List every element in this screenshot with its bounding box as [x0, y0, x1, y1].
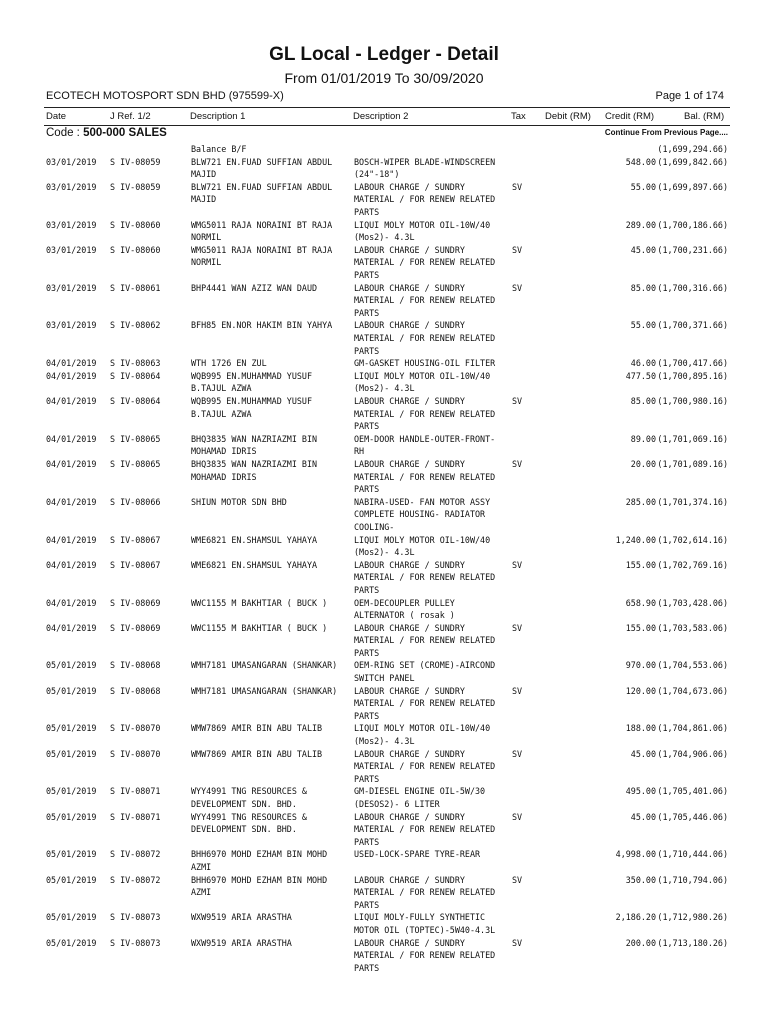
cell-date: 05/01/2019 [46, 748, 97, 759]
cell-description-1: WME6821 EN.SHAMSUL YAHAYA [191, 534, 318, 545]
cell-credit: 658.90 [625, 597, 656, 608]
cell-description-1: BFH85 EN.NOR HAKIM BIN YAHYA [191, 320, 333, 331]
cell-balance: (1,704,906.06) [657, 748, 728, 759]
cell-balance: (1,713,180.26) [657, 937, 728, 948]
cell-date: 04/01/2019 [46, 395, 97, 406]
cell-balance: (1,700,371.66) [657, 320, 728, 331]
cell-description-1: WYY4991 TNG RESOURCES & DEVELOPMENT SDN. BHD. [191, 811, 307, 835]
table-row [0, 848, 768, 873]
col-ref: J Ref. 1/2 [110, 111, 151, 122]
cell-description-2: LABOUR CHARGE / SUNDRY MATERIAL / FOR RENEW RELATED PARTS [354, 811, 496, 847]
cell-description-1: WMG5011 RAJA NORAINI BT RAJA NORMIL [191, 244, 333, 268]
cell-date: 04/01/2019 [46, 358, 97, 369]
cell-description-2: LIQUI MOLY MOTOR OIL-10W/40 (Mos2)- 4.3L [354, 534, 491, 558]
cell-description-2: LABOUR CHARGE / SUNDRY MATERIAL / FOR RENEW RELATED PARTS [354, 282, 496, 318]
cell-tax: SV [512, 282, 523, 293]
cell-ref: S IV-08073 [110, 937, 161, 948]
cell-balance: (1,701,374.16) [657, 496, 728, 507]
cell-credit: 188.00 [625, 723, 656, 734]
cell-description-1: WME6821 EN.SHAMSUL YAHAYA [191, 559, 318, 570]
cell-credit: 4,998.00 [615, 849, 656, 860]
col-date: Date [46, 111, 67, 122]
cell-description-1: WXW9519 ARIA ARASTHA [191, 937, 292, 948]
cell-ref: S IV-08059 [110, 156, 161, 167]
account-name: SALES [128, 127, 167, 139]
cell-balance: (1,699,842.66) [657, 156, 728, 167]
cell-balance: (1,702,769.16) [657, 559, 728, 570]
cell-date: 05/01/2019 [46, 685, 97, 696]
cell-credit: 45.00 [630, 748, 656, 759]
cell-description-2: LABOUR CHARGE / SUNDRY MATERIAL / FOR RENEW RELATED PARTS [354, 244, 496, 280]
table-row [0, 911, 768, 936]
cell-date: 03/01/2019 [46, 181, 97, 192]
cell-ref: S IV-08064 [110, 370, 161, 381]
report-title: GL Local - Ledger - Detail [269, 44, 499, 65]
cell-description-1: WMW7869 AMIR BIN ABU TALIB [191, 748, 323, 759]
cell-ref: S IV-08070 [110, 748, 161, 759]
cell-ref: S IV-08067 [110, 559, 161, 570]
cell-tax: SV [512, 458, 523, 469]
cell-date: 05/01/2019 [46, 786, 97, 797]
cell-description-2: LABOUR CHARGE / SUNDRY MATERIAL / FOR RENEW RELATED PARTS [354, 937, 496, 973]
cell-balance: (1,704,861.06) [657, 723, 728, 734]
cell-ref: S IV-08069 [110, 622, 161, 633]
cell-description-2: LABOUR CHARGE / SUNDRY MATERIAL / FOR RENEW RELATED PARTS [354, 685, 496, 721]
page-number: Page 1 of 174 [655, 90, 724, 102]
cell-balance: (1,703,583.06) [657, 622, 728, 633]
cell-date: 05/01/2019 [46, 874, 97, 885]
cell-description-2: LIQUI MOLY MOTOR OIL-10W/40 (Mos2)- 4.3L [354, 370, 491, 394]
table-row [0, 156, 768, 181]
cell-description-1: BLW721 EN.FUAD SUFFIAN ABDUL MAJID [191, 156, 333, 180]
cell-credit: 1,240.00 [615, 534, 656, 545]
cell-description-1: BHH6970 MOHD EZHAM BIN MOHD AZMI [191, 874, 328, 898]
cell-description-1: SHIUN MOTOR SDN BHD [191, 496, 287, 507]
cell-credit: 548.00 [625, 156, 656, 167]
cell-tax: SV [512, 874, 523, 885]
col-bal: Bal. (RM) [684, 111, 725, 122]
col-tax: Tax [511, 111, 526, 122]
cell-balance: (1,700,316.66) [657, 282, 728, 293]
cell-date: 03/01/2019 [46, 219, 97, 230]
cell-description-2: LIQUI MOLY-FULLY SYNTHETIC MOTOR OIL (TOPTEC)-5W40-4.3L [354, 912, 496, 936]
cell-ref: S IV-08065 [110, 458, 161, 469]
cell-description-1: BLW721 EN.FUAD SUFFIAN ABDUL MAJID [191, 181, 333, 205]
cell-ref: S IV-08068 [110, 685, 161, 696]
cell-date: 05/01/2019 [46, 912, 97, 923]
table-row [0, 559, 768, 597]
cell-credit: 477.50 [625, 370, 656, 381]
col-desc2: Description 2 [353, 111, 409, 122]
cell-date: 05/01/2019 [46, 660, 97, 671]
cell-credit: 200.00 [625, 937, 656, 948]
cell-description-2: GM-GASKET HOUSING-OIL FILTER [354, 358, 496, 369]
cell-ref: S IV-08066 [110, 496, 161, 507]
table-row [0, 219, 768, 244]
table-row [0, 685, 768, 723]
cell-credit: 45.00 [630, 811, 656, 822]
cell-credit: 89.00 [630, 433, 656, 444]
table-row [0, 458, 768, 496]
cell-credit: 495.00 [625, 786, 656, 797]
cell-ref: S IV-08069 [110, 597, 161, 608]
table-row [0, 244, 768, 282]
cell-ref: S IV-08068 [110, 660, 161, 671]
cell-balance: (1,700,231.66) [657, 244, 728, 255]
cell-ref: S IV-08059 [110, 181, 161, 192]
cell-description-2: LABOUR CHARGE / SUNDRY MATERIAL / FOR RENEW RELATED PARTS [354, 458, 496, 495]
cell-description-2: LABOUR CHARGE / SUNDRY MATERIAL / FOR RENEW RELATED PARTS [354, 748, 496, 784]
cell-tax: SV [512, 244, 523, 255]
cell-date: 04/01/2019 [46, 496, 97, 507]
column-header-row [44, 107, 730, 126]
cell-date: 04/01/2019 [46, 458, 97, 469]
cell-tax: SV [512, 559, 523, 570]
cell-description-1: WTH 1726 EN ZUL [191, 358, 267, 369]
cell-tax: SV [512, 937, 523, 948]
cell-tax: SV [512, 748, 523, 759]
cell-date: 04/01/2019 [46, 597, 97, 608]
cell-description-2: LABOUR CHARGE / SUNDRY MATERIAL / FOR RENEW RELATED PARTS [354, 320, 496, 356]
cell-credit: 285.00 [625, 496, 656, 507]
cell-credit: 350.00 [625, 874, 656, 885]
cell-credit: 2,186.20 [615, 912, 656, 923]
cell-description-1: WQB995 EN.MUHAMMAD YUSUF B.TAJUL AZWA [191, 395, 313, 419]
cell-description-2: LABOUR CHARGE / SUNDRY MATERIAL / FOR RENEW RELATED PARTS [354, 874, 496, 910]
table-row [0, 370, 768, 395]
cell-balance: (1,704,673.06) [657, 685, 728, 696]
cell-description-2: BOSCH-WIPER BLADE-WINDSCREEN (24"-18") [354, 156, 496, 180]
cell-description-1: WMH7181 UMASANGARAN (SHANKAR) [191, 685, 338, 696]
cell-ref: S IV-08071 [110, 811, 161, 822]
cell-date: 04/01/2019 [46, 433, 97, 444]
cell-credit: 46.00 [630, 358, 656, 369]
cell-description-2: USED-LOCK-SPARE TYRE-REAR [354, 849, 481, 860]
cell-balance: (1,712,980.26) [657, 912, 728, 923]
cell-ref: S IV-08061 [110, 282, 161, 293]
cell-credit: 85.00 [630, 395, 656, 406]
cell-balance: (1,705,401.06) [657, 786, 728, 797]
table-row [0, 282, 768, 320]
cell-credit: 45.00 [630, 244, 656, 255]
cell-ref: S IV-08070 [110, 723, 161, 734]
cell-balance: (1,699,897.66) [657, 181, 728, 192]
cell-description-1: WYY4991 TNG RESOURCES & DEVELOPMENT SDN. BHD. [191, 786, 307, 810]
cell-description-1: BHH6970 MOHD EZHAM BIN MOHD AZMI [191, 849, 328, 873]
cell-tax: SV [512, 622, 523, 633]
col-desc1: Description 1 [190, 111, 246, 122]
cell-balance: (1,701,089.16) [657, 458, 728, 469]
cell-description-2: GM-DIESEL ENGINE OIL-5W/30 (DESOS2)- 6 LITER [354, 786, 486, 810]
cell-credit: 120.00 [625, 685, 656, 696]
cell-tax: SV [512, 811, 523, 822]
cell-description-2: NABIRA-USED- FAN MOTOR ASSY COMPLETE HOUSING- RADIATOR COOLING- [354, 496, 491, 532]
cell-description-1: WWC1155 M BAKHTIAR ( BUCK ) [191, 622, 328, 633]
cell-date: 04/01/2019 [46, 534, 97, 545]
cell-description-2: LIQUI MOLY MOTOR OIL-10W/40 (Mos2)- 4.3L [354, 723, 491, 747]
cell-balance: (1,704,553.06) [657, 660, 728, 671]
cell-ref: S IV-08063 [110, 358, 161, 369]
cell-date: 03/01/2019 [46, 282, 97, 293]
cell-balance: (1,700,980.16) [657, 395, 728, 406]
table-row [0, 659, 768, 684]
cell-balance: (1,701,069.16) [657, 433, 728, 444]
cell-ref: S IV-08060 [110, 244, 161, 255]
ledger-rows [0, 143, 768, 974]
cell-date: 04/01/2019 [46, 559, 97, 570]
cell-description-1: WMG5011 RAJA NORAINI BT RAJA NORMIL [191, 219, 333, 243]
cell-description-2: LABOUR CHARGE / SUNDRY MATERIAL / FOR RENEW RELATED PARTS [354, 181, 496, 217]
table-row [0, 534, 768, 559]
col-debit: Debit (RM) [545, 111, 591, 122]
cell-description-1: BHQ3835 WAN NAZRIAZMI BIN MOHAMAD IDRIS [191, 433, 318, 457]
cell-balance: (1,710,794.06) [657, 874, 728, 885]
cell-balance: (1,710,444.06) [657, 849, 728, 860]
cell-balance: (1,703,428.06) [657, 597, 728, 608]
balance-bf-row [0, 143, 768, 156]
cell-credit: 155.00 [625, 622, 656, 633]
cell-tax: SV [512, 685, 523, 696]
account-code-line [46, 127, 167, 139]
cell-balance: (1,702,614.16) [657, 534, 728, 545]
cell-ref: S IV-08064 [110, 395, 161, 406]
table-row [0, 937, 768, 975]
table-row [0, 597, 768, 622]
company-name: ECOTECH MOTOSPORT SDN BHD (975599-X) [46, 90, 284, 102]
table-row [0, 785, 768, 810]
cell-credit: 20.00 [630, 458, 656, 469]
cell-description-2: LABOUR CHARGE / SUNDRY MATERIAL / FOR RENEW RELATED PARTS [354, 559, 496, 595]
cell-date: 05/01/2019 [46, 849, 97, 860]
account-code: 500-000 [83, 127, 126, 139]
cell-description-1: WQB995 EN.MUHAMMAD YUSUF B.TAJUL AZWA [191, 370, 313, 394]
table-row [0, 357, 768, 370]
table-row [0, 748, 768, 786]
table-row [0, 433, 768, 458]
cell-description-2: LABOUR CHARGE / SUNDRY MATERIAL / FOR RENEW RELATED PARTS [354, 622, 496, 658]
table-row [0, 811, 768, 849]
cell-description-2: OEM-DECOUPLER PULLEY ALTERNATOR ( rosak ) [354, 597, 455, 621]
cell-description-2: OEM-DOOR HANDLE-OUTER-FRONT- RH [354, 433, 496, 457]
cell-tax: SV [512, 395, 523, 406]
cell-date: 03/01/2019 [46, 156, 97, 167]
cell-description-1: BHP4441 WAN AZIZ WAN DAUD [191, 282, 318, 293]
table-row [0, 395, 768, 433]
cell-date: 05/01/2019 [46, 811, 97, 822]
cell-ref: S IV-08072 [110, 849, 161, 860]
table-row [0, 874, 768, 912]
cell-description-2: LABOUR CHARGE / SUNDRY MATERIAL / FOR RENEW RELATED PARTS [354, 395, 496, 432]
cell-date: 05/01/2019 [46, 937, 97, 948]
cell-balance: (1,700,417.66) [657, 358, 728, 369]
cell-credit: 970.00 [625, 660, 656, 671]
table-row [0, 181, 768, 219]
cell-balance: (1,700,895.16) [657, 370, 728, 381]
cell-description-2: OEM-RING SET (CROME)-AIRCOND SWITCH PANEL [354, 660, 496, 684]
cell-balance: (1,705,446.06) [657, 811, 728, 822]
cell-credit: 155.00 [625, 559, 656, 570]
table-row [0, 496, 768, 534]
balance-bf-label: Balance B/F [191, 144, 247, 154]
cell-credit: 55.00 [630, 181, 656, 192]
table-row [0, 319, 768, 357]
cell-ref: S IV-08062 [110, 320, 161, 331]
table-row [0, 722, 768, 747]
cell-description-1: BHQ3835 WAN NAZRIAZMI BIN MOHAMAD IDRIS [191, 458, 318, 482]
table-row [0, 622, 768, 660]
cell-ref: S IV-08060 [110, 219, 161, 230]
cell-date: 03/01/2019 [46, 320, 97, 331]
cell-ref: S IV-08073 [110, 912, 161, 923]
cell-date: 04/01/2019 [46, 370, 97, 381]
cell-description-1: WMH7181 UMASANGARAN (SHANKAR) [191, 660, 338, 671]
code-prefix: Code : [46, 127, 80, 139]
cell-credit: 85.00 [630, 282, 656, 293]
cell-ref: S IV-08071 [110, 786, 161, 797]
cell-ref: S IV-08067 [110, 534, 161, 545]
col-credit: Credit (RM) [605, 111, 655, 122]
balance-bf-value: (1,699,294.66) [657, 144, 728, 154]
cell-ref: S IV-08065 [110, 433, 161, 444]
continue-note: Continue From Previous Page.... [604, 128, 728, 137]
cell-description-2: LIQUI MOLY MOTOR OIL-10W/40 (Mos2)- 4.3L [354, 219, 491, 243]
cell-description-1: WXW9519 ARIA ARASTHA [191, 912, 292, 923]
cell-date: 04/01/2019 [46, 622, 97, 633]
cell-credit: 55.00 [630, 320, 656, 331]
report-period: From 01/01/2019 To 30/09/2020 [284, 70, 484, 86]
cell-balance: (1,700,186.66) [657, 219, 728, 230]
cell-credit: 289.00 [625, 219, 656, 230]
cell-ref: S IV-08072 [110, 874, 161, 885]
cell-date: 03/01/2019 [46, 244, 97, 255]
cell-description-1: WMW7869 AMIR BIN ABU TALIB [191, 723, 323, 734]
cell-tax: SV [512, 181, 523, 192]
cell-description-1: WWC1155 M BAKHTIAR ( BUCK ) [191, 597, 328, 608]
cell-date: 05/01/2019 [46, 723, 97, 734]
